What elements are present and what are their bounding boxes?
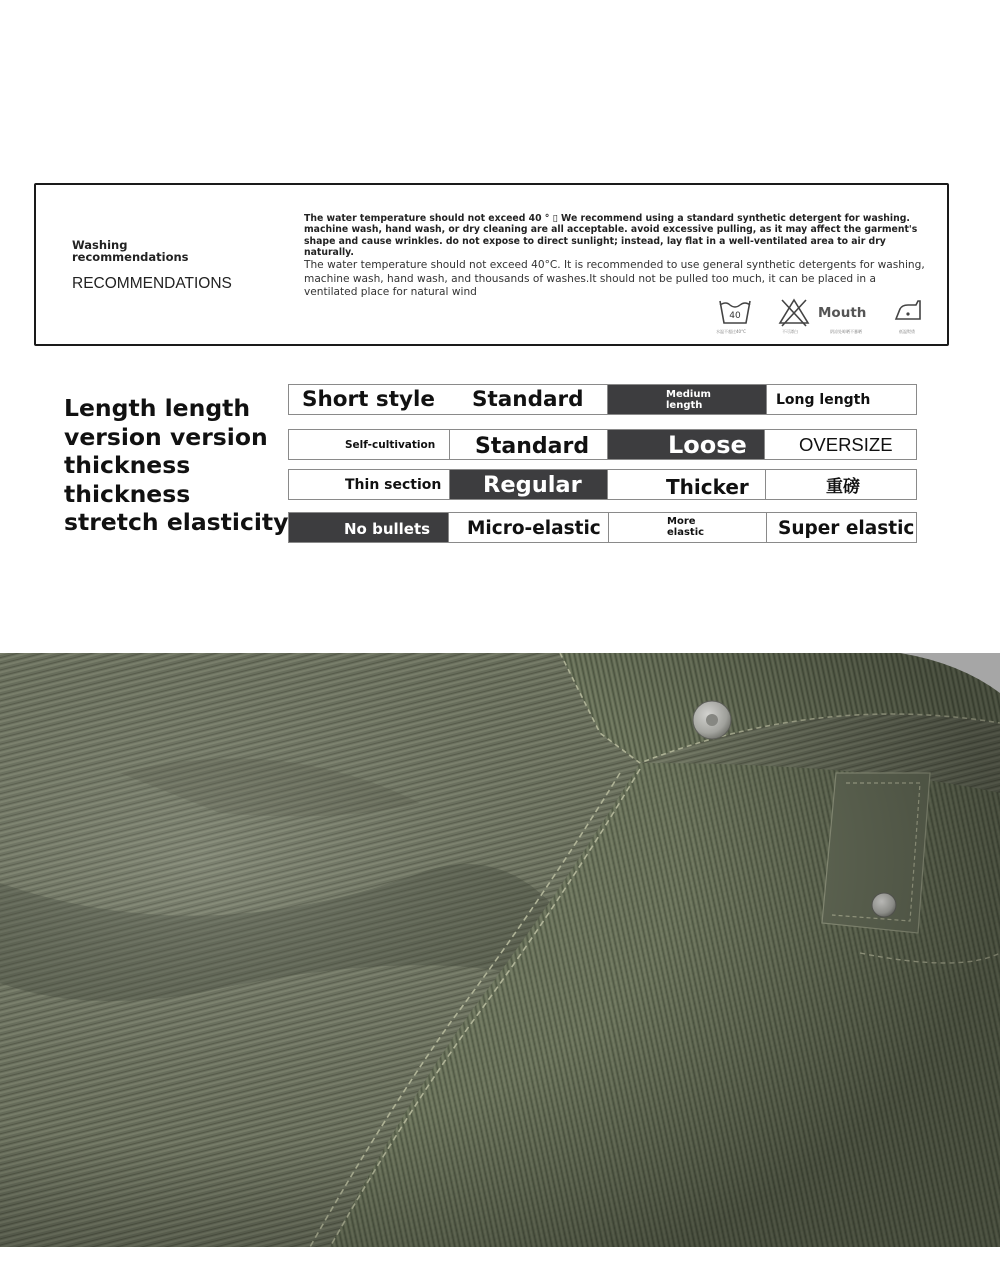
- version-option-slim: Self-cultivation: [345, 438, 436, 451]
- length-option-long: Long length: [766, 385, 916, 414]
- attribute-label: thickness: [64, 451, 191, 479]
- thickness-option-thin: Thin section: [345, 476, 442, 493]
- mouth-icon: Mouth: [818, 305, 867, 321]
- attribute-labels: [64, 394, 289, 537]
- wash-temp-value: 40: [729, 311, 741, 321]
- thickness-option-regular: Regular: [449, 470, 607, 499]
- stretch-option-super: Super elastic: [766, 513, 916, 542]
- version-option-standard: Standard: [449, 430, 607, 459]
- length-option-standard: Standard: [472, 387, 584, 412]
- length-option-medium: Medium length: [607, 385, 766, 414]
- care-caption: 低温熨烫: [899, 329, 915, 334]
- wash-40-icon: [718, 297, 752, 331]
- attribute-label: thickness: [64, 479, 191, 508]
- iron-icon: [892, 297, 924, 331]
- washing-subtitle: RECOMMENDATIONS: [72, 275, 232, 292]
- stretch-option-micro: Micro-elastic: [448, 513, 608, 542]
- stretch-option-more: More elastic: [608, 513, 766, 542]
- washing-recommendations-panel: [34, 183, 949, 346]
- washing-paragraph-bold: The water temperature should not exceed 40 ° ▯ We recommend using a standard synthetic detergent for washing. machine wash, hand wash, or dry cleaning are all acceptable. avoid excessive pulling, as it may affect the garment's shape and cause wrinkles. do not expose to direct sunlight; instead, lay flat in a well-ventilated area to air dry naturally.: [304, 213, 918, 258]
- corduroy-fabric-image: [0, 653, 1000, 1247]
- care-caption: 水温不超过40°C: [716, 329, 746, 334]
- version-option-loose: Loose: [607, 430, 764, 459]
- no-bleach-icon: [778, 297, 810, 331]
- thickness-options-row: [288, 469, 917, 500]
- attribute-label: version version: [64, 422, 268, 451]
- version-option-oversize: OVERSIZE: [764, 430, 916, 459]
- thickness-option-thicker: Thicker: [607, 470, 765, 499]
- care-caption: 阴凉处晾晒不暴晒: [830, 329, 862, 334]
- attribute-label: stretch elasticity: [64, 508, 289, 536]
- washing-title: Washing recommendations: [72, 238, 189, 264]
- version-options-row: [288, 429, 917, 460]
- care-icons: [712, 297, 934, 339]
- thickness-option-heavy: 重磅: [765, 470, 916, 499]
- product-photo: [0, 653, 1000, 1247]
- stretch-option-none: No bullets: [289, 513, 448, 542]
- length-options-row: [288, 384, 917, 415]
- length-option-short: Short style: [302, 387, 435, 412]
- washing-paragraph: The water temperature should not exceed 40°C. It is recommended to use general synthetic detergents for washing, machine wash, hand wash, and thousands of washes.It should not be pulled too much, it can be placed in a ventilated place for natural wind: [304, 259, 925, 298]
- attribute-label: Length length: [64, 394, 251, 422]
- stretch-options-row: [288, 512, 917, 543]
- care-caption: 不可漂白: [782, 329, 798, 334]
